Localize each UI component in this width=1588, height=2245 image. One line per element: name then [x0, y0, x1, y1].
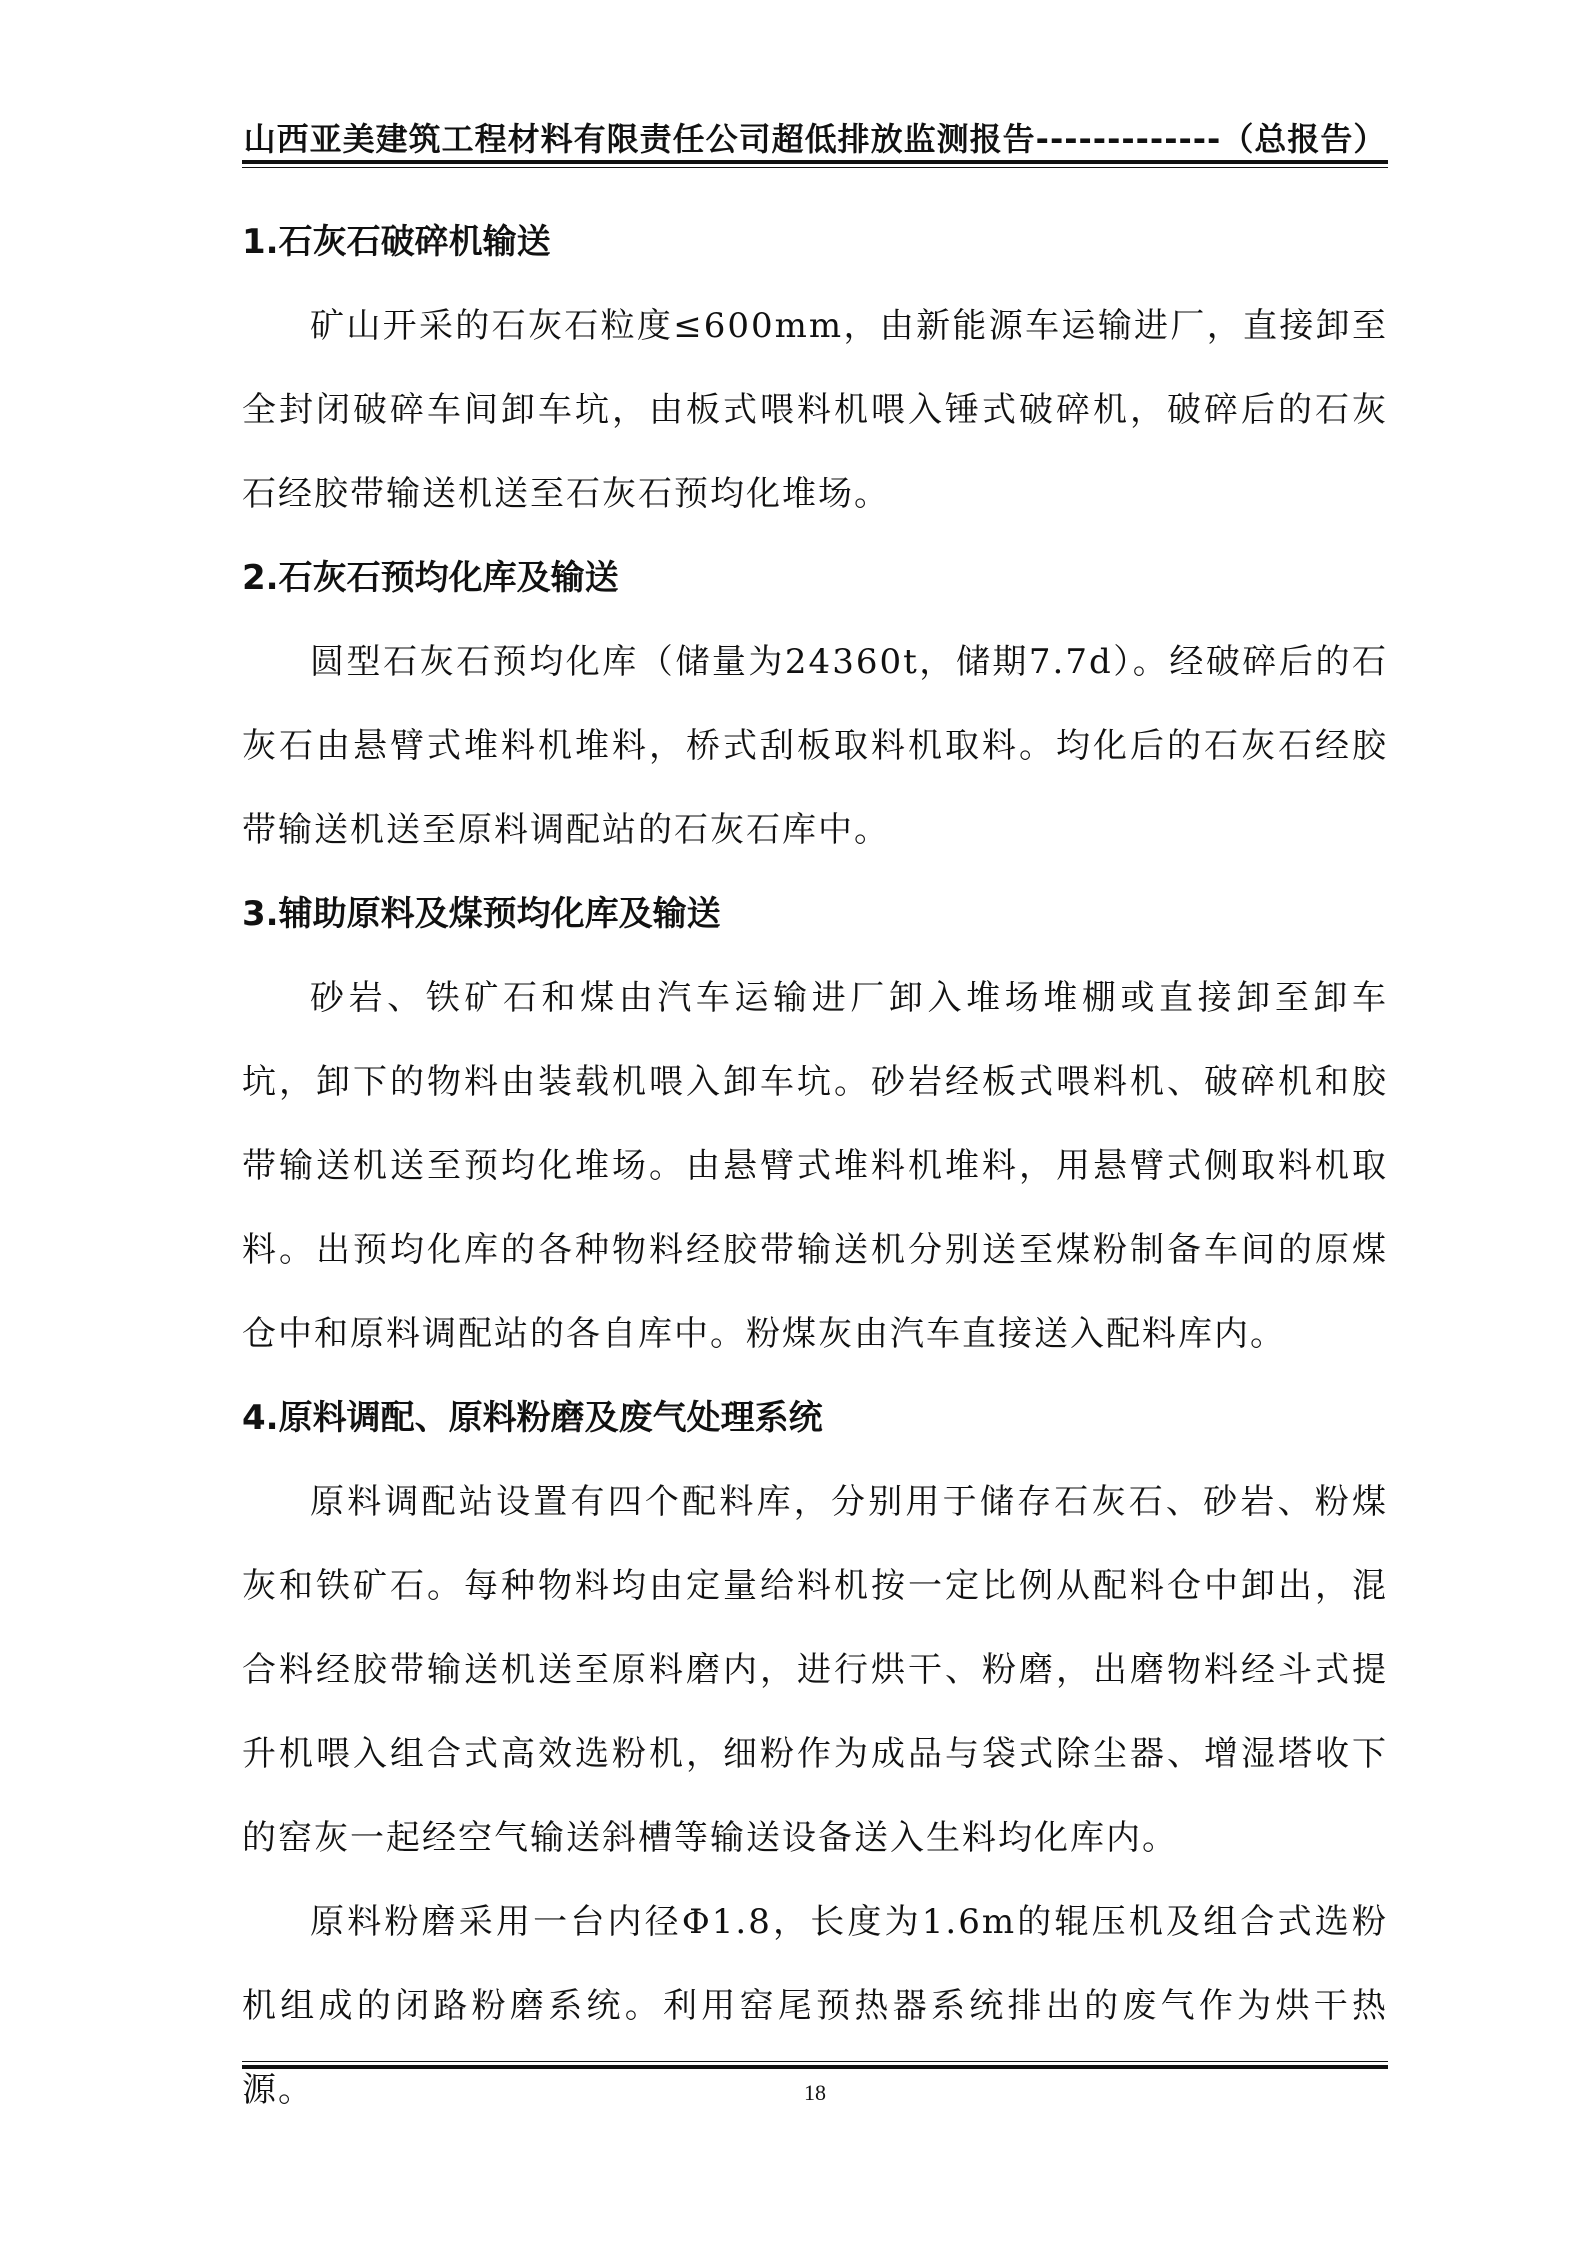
- report-title: 山西亚美建筑工程材料有限责任公司超低排放监测报告-------------（总报告）: [243, 120, 1387, 158]
- paragraph: 原料粉磨采用一台内径Φ1.8，长度为1.6m的辊压机及组合式选粉机组成的闭路粉磨系统。利用窑尾预热器系统排出的废气作为烘干热源。: [242, 1902, 1388, 2110]
- page-number: 18: [804, 2080, 826, 2105]
- header-rule-thin: [242, 167, 1388, 168]
- section-heading: 2.石灰石预均化库及输送: [242, 558, 619, 598]
- footer-rule-thin: [242, 2061, 1388, 2062]
- section-4: [242, 1376, 1388, 2132]
- section-2: [242, 536, 1388, 872]
- paragraph: 矿山开采的石灰石粒度≤600mm，由新能源车运输进厂，直接卸至全封闭破碎车间卸车坑，由板式喂料机喂入锤式破碎机，破碎后的石灰石经胶带输送机送至石灰石预均化堆场。: [242, 306, 1388, 514]
- section-heading: 3.辅助原料及煤预均化库及输送: [242, 894, 721, 934]
- paragraph: 原料调配站设置有四个配料库，分别用于储存石灰石、砂岩、粉煤灰和铁矿石。每种物料均由定量给料机按一定比例从配料仓中卸出，混合料经胶带输送机送至原料磨内，进行烘干、粉磨，出磨物料经斗式提升机喂入组合式高效选粉机，细粉作为成品与袋式除尘器、增湿塔收下的窑灰一起经空气输送斜槽等输送设备送入生料均化库内。: [242, 1482, 1388, 1858]
- footer-rule-thick: [242, 2065, 1388, 2069]
- section-3: [242, 872, 1388, 1376]
- section-heading: 4.原料调配、原料粉磨及废气处理系统: [242, 1398, 823, 1438]
- header-rule-thick: [242, 160, 1388, 164]
- section-heading: 1.石灰石破碎机输送: [242, 222, 551, 262]
- paragraph: 砂岩、铁矿石和煤由汽车运输进厂卸入堆场堆棚或直接卸至卸车坑，卸下的物料由装载机喂入卸车坑。砂岩经板式喂料机、破碎机和胶带输送机送至预均化堆场。由悬臂式堆料机堆料，用悬臂式侧取料机取料。出预均化库的各种物料经胶带输送机分别送至煤粉制备车间的原煤仓中和原料调配站的各自库中。粉煤灰由汽车直接送入配料库内。: [242, 978, 1388, 1354]
- paragraph: 圆型石灰石预均化库（储量为24360t，储期7.7d）。经破碎后的石灰石由悬臂式堆料机堆料，桥式刮板取料机取料。均化后的石灰石经胶带输送机送至原料调配站的石灰石库中。: [242, 642, 1388, 850]
- document-body: [242, 200, 1388, 2132]
- section-1: [242, 200, 1388, 536]
